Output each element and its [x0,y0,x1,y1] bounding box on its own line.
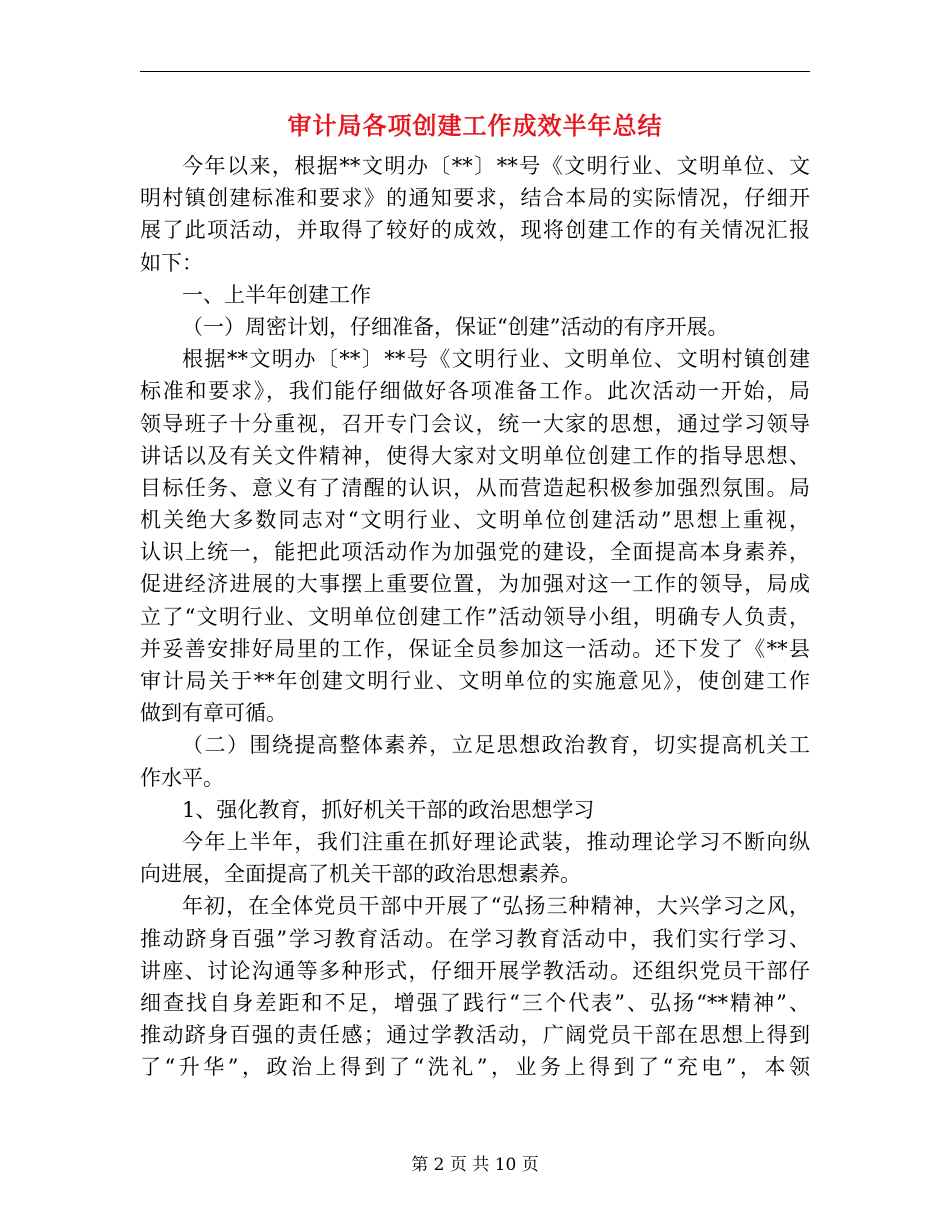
text-line: 今年以来，根据**文明办〔**〕**号《文明行业、文明单位、文 [182,154,810,178]
text-line: 展了此项活动，并取得了较好的成效，现将创建工作的有关情况汇报 [140,218,810,243]
text-line: （二）围绕提高整体素养，立足思想政治教育，切实提高机关工 [182,733,810,758]
text-line: 作水平。 [140,765,224,790]
text-line: 如下： [140,250,203,275]
text-line: 一、上半年创建工作 [182,282,371,307]
text-line: 向进展，全面提高了机关干部的政治思想素养。 [140,862,581,887]
text-line: 讲座、讨论沟通等多种形式，仔细开展学教活动。还组织党员干部仔 [140,958,810,983]
document-body [140,150,810,1083]
text-line: 审计局关于**年创建文明行业、文明单位的实施意见》，使创建工作 [140,669,810,693]
text-line: 推动跻身百强的责任感；通过学教活动，广阔党员干部在思想上得到 [140,1023,810,1048]
text-line: 了“升华”，政治上得到了“洗礼”，业务上得到了“充电”，本领 [140,1055,810,1080]
text-line: 讲话以及有关文件精神，使得大家对文明单位创建工作的指导思想、 [140,443,810,468]
page-number: 第 2 页 共 10 页 [411,1155,539,1175]
text-line: 领导班子十分重视，召开专门会议，统一大家的思想，通过学习领导 [140,411,810,436]
text-line: 并妥善安排好局里的工作，保证全员参加这一活动。还下发了《**县 [140,636,810,661]
text-line: 促进经济进展的大事摆上重要位置，为加强对这一工作的领导，局成 [140,572,810,597]
text-line: 细查找自身差距和不足，增强了践行“三个代表”、弘扬“**精神”、 [140,990,810,1015]
text-line: 认识上统一，能把此项活动作为加强党的建设，全面提高本身素养， [140,540,810,565]
text-line: 明村镇创建标准和要求》的通知要求，结合本局的实际情况，仔细开 [140,186,810,211]
text-line: 1、强化教育，抓好机关干部的政治思想学习 [182,797,595,822]
text-line: 标准和要求》，我们能仔细做好各项准备工作。此次活动一开始，局 [140,379,810,404]
text-line: 立了“文明行业、文明单位创建工作”活动领导小组，明确专人负责， [140,604,810,629]
text-line: 目标任务、意义有了清醒的认识，从而营造起积极参加强烈氛围。局 [140,475,810,500]
text-line: 年初，在全体党员干部中开展了“弘扬三种精神，大兴学习之风， [182,894,810,919]
text-line: （一）周密计划，仔细准备，保证“创建”活动的有序开展。 [182,314,729,339]
text-line: 根据**文明办〔**〕**号《文明行业、文明单位、文明村镇创建 [182,347,810,372]
text-line: 今年上半年，我们注重在抓好理论武装，推动理论学习不断向纵 [182,829,810,854]
text-line: 做到有章可循。 [140,701,287,726]
text-line: 机关绝大多数同志对“文明行业、文明单位创建活动”思想上重视， [140,508,810,533]
text-line: 推动跻身百强”学习教育活动。在学习教育活动中，我们实行学习、 [140,926,810,951]
header-rule [140,71,810,72]
document-title: 审计局各项创建工作成效半年总结 [287,111,663,140]
